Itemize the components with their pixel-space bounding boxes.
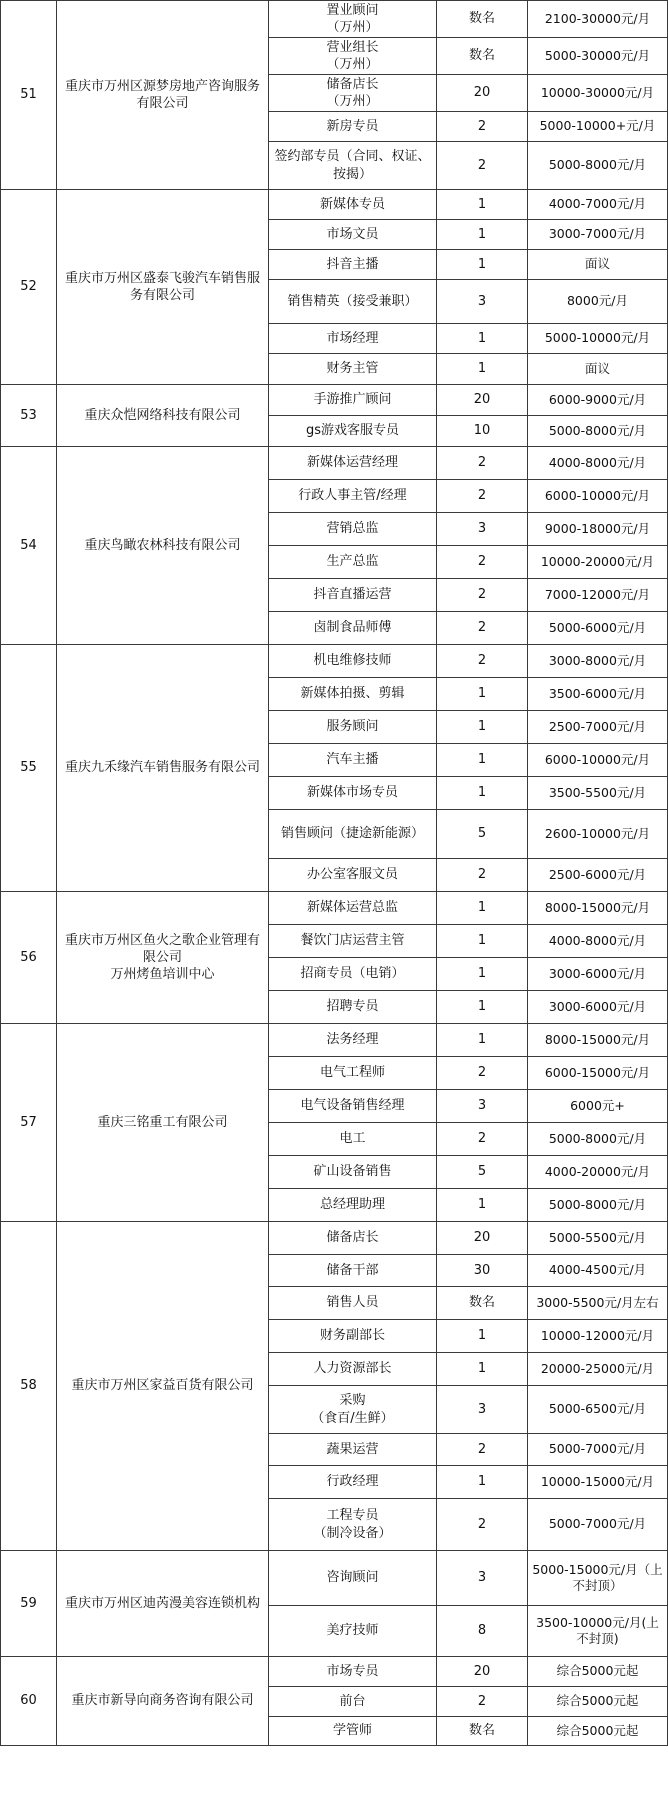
- job-title: 法务经理: [269, 1024, 437, 1057]
- job-salary: 8000-15000元/月: [528, 892, 668, 925]
- job-salary: 5000-10000元/月: [528, 324, 668, 354]
- job-title: 置业顾问 （万州）: [269, 1, 437, 38]
- job-listing-body: [1, 1, 668, 1746]
- job-salary: 5000-8000元/月: [528, 1189, 668, 1222]
- job-salary: 10000-20000元/月: [528, 546, 668, 579]
- company-number: 54: [1, 447, 57, 645]
- job-count: 1: [437, 354, 528, 385]
- job-title: 餐饮门店运营主管: [269, 925, 437, 958]
- table-row: [1, 1024, 668, 1057]
- job-count: 20: [437, 1222, 528, 1255]
- job-title: 矿山设备销售: [269, 1156, 437, 1189]
- job-title: 卤制食品师傅: [269, 612, 437, 645]
- job-count: 20: [437, 385, 528, 416]
- job-count: 2: [437, 645, 528, 678]
- job-salary: 综合5000元起: [528, 1657, 668, 1687]
- company-name: 重庆市万州区鱼火之歌企业管理有限公司 万州烤鱼培训中心: [57, 892, 269, 1024]
- job-salary: 6000-10000元/月: [528, 744, 668, 777]
- job-count: 1: [437, 991, 528, 1024]
- job-salary: 4000-4500元/月: [528, 1255, 668, 1287]
- table-row: [1, 645, 668, 678]
- job-salary: 6000-15000元/月: [528, 1057, 668, 1090]
- job-salary: 5000-8000元/月: [528, 1123, 668, 1156]
- job-salary: 3500-6000元/月: [528, 678, 668, 711]
- job-count: 5: [437, 1156, 528, 1189]
- job-count: 1: [437, 1189, 528, 1222]
- job-salary: 2500-7000元/月: [528, 711, 668, 744]
- job-salary: 5000-7000元/月: [528, 1434, 668, 1466]
- job-count: 3: [437, 1551, 528, 1606]
- company-number: 56: [1, 892, 57, 1024]
- job-salary: 8000-15000元/月: [528, 1024, 668, 1057]
- job-title: 手游推广顾问: [269, 385, 437, 416]
- job-salary: 5000-5500元/月: [528, 1222, 668, 1255]
- job-title: 电工: [269, 1123, 437, 1156]
- job-title: 新媒体市场专员: [269, 777, 437, 810]
- job-title: 服务顾问: [269, 711, 437, 744]
- job-salary: 3500-10000元/月(上不封顶): [528, 1606, 668, 1657]
- table-row: [1, 385, 668, 416]
- job-salary: 5000-15000元/月（上不封顶）: [528, 1551, 668, 1606]
- job-count: 数名: [437, 1717, 528, 1746]
- job-title: 储备干部: [269, 1255, 437, 1287]
- job-title: 招商专员（电销）: [269, 958, 437, 991]
- job-count: 1: [437, 777, 528, 810]
- table-row: [1, 892, 668, 925]
- job-count: 1: [437, 925, 528, 958]
- job-title: 机电维修技师: [269, 645, 437, 678]
- job-salary: 5000-10000+元/月: [528, 112, 668, 142]
- job-salary: 6000-10000元/月: [528, 480, 668, 513]
- job-salary: 3000-8000元/月: [528, 645, 668, 678]
- table-row: [1, 1, 668, 38]
- job-title: 储备店长: [269, 1222, 437, 1255]
- job-title: 签约部专员（合同、权证、按揭）: [269, 142, 437, 190]
- job-count: 2: [437, 142, 528, 190]
- company-number: 51: [1, 1, 57, 190]
- job-count: 1: [437, 892, 528, 925]
- job-count: 2: [437, 1434, 528, 1466]
- job-salary: 3000-5500元/月左右: [528, 1287, 668, 1320]
- job-salary: 5000-7000元/月: [528, 1499, 668, 1551]
- job-salary: 4000-8000元/月: [528, 447, 668, 480]
- job-title: gs游戏客服专员: [269, 416, 437, 447]
- job-salary: 10000-12000元/月: [528, 1320, 668, 1353]
- job-count: 1: [437, 1320, 528, 1353]
- job-count: 1: [437, 324, 528, 354]
- job-count: 20: [437, 1657, 528, 1687]
- job-count: 2: [437, 112, 528, 142]
- job-count: 1: [437, 958, 528, 991]
- job-count: 3: [437, 1090, 528, 1123]
- job-count: 2: [437, 1123, 528, 1156]
- job-title: 学管师: [269, 1717, 437, 1746]
- job-count: 2: [437, 1057, 528, 1090]
- company-number: 58: [1, 1222, 57, 1551]
- company-number: 52: [1, 190, 57, 385]
- company-name: 重庆市万州区盛泰飞骏汽车销售服务有限公司: [57, 190, 269, 385]
- job-title: 销售人员: [269, 1287, 437, 1320]
- job-count: 2: [437, 612, 528, 645]
- job-count: 2: [437, 546, 528, 579]
- job-count: 数名: [437, 1, 528, 38]
- job-title: 市场专员: [269, 1657, 437, 1687]
- company-name: 重庆市万州区迪芮漫美容连锁机构: [57, 1551, 269, 1657]
- job-count: 1: [437, 220, 528, 250]
- job-salary: 3000-6000元/月: [528, 991, 668, 1024]
- job-count: 3: [437, 280, 528, 324]
- job-salary: 3000-6000元/月: [528, 958, 668, 991]
- job-title: 销售精英（接受兼职）: [269, 280, 437, 324]
- job-salary: 9000-18000元/月: [528, 513, 668, 546]
- job-salary: 2100-30000元/月: [528, 1, 668, 38]
- job-salary: 3000-7000元/月: [528, 220, 668, 250]
- job-salary: 5000-30000元/月: [528, 38, 668, 75]
- job-title: 总经理助理: [269, 1189, 437, 1222]
- job-count: 5: [437, 810, 528, 859]
- job-count: 1: [437, 744, 528, 777]
- job-count: 1: [437, 1466, 528, 1499]
- job-title: 抖音主播: [269, 250, 437, 280]
- job-title: 汽车主播: [269, 744, 437, 777]
- job-count: 1: [437, 678, 528, 711]
- job-title: 市场经理: [269, 324, 437, 354]
- job-count: 10: [437, 416, 528, 447]
- job-salary: 10000-30000元/月: [528, 75, 668, 112]
- job-title: 营销总监: [269, 513, 437, 546]
- job-count: 8: [437, 1606, 528, 1657]
- job-title: 电气工程师: [269, 1057, 437, 1090]
- job-salary: 4000-8000元/月: [528, 925, 668, 958]
- company-number: 55: [1, 645, 57, 892]
- job-title: 财务副部长: [269, 1320, 437, 1353]
- job-count: 20: [437, 75, 528, 112]
- table-row: [1, 1551, 668, 1606]
- job-count: 1: [437, 190, 528, 220]
- job-title: 蔬果运营: [269, 1434, 437, 1466]
- job-salary: 5000-8000元/月: [528, 416, 668, 447]
- job-title: 办公室客服文员: [269, 859, 437, 892]
- job-salary: 20000-25000元/月: [528, 1353, 668, 1386]
- job-title: 行政人事主管/经理: [269, 480, 437, 513]
- job-salary: 7000-12000元/月: [528, 579, 668, 612]
- company-name: 重庆九禾缘汽车销售服务有限公司: [57, 645, 269, 892]
- job-count: 2: [437, 859, 528, 892]
- job-title: 储备店长 （万州）: [269, 75, 437, 112]
- company-name: 重庆三铭重工有限公司: [57, 1024, 269, 1222]
- company-number: 59: [1, 1551, 57, 1657]
- job-title: 财务主管: [269, 354, 437, 385]
- job-salary: 面议: [528, 250, 668, 280]
- job-salary: 5000-8000元/月: [528, 142, 668, 190]
- job-salary: 4000-7000元/月: [528, 190, 668, 220]
- company-name: 重庆众恺网络科技有限公司: [57, 385, 269, 447]
- table-row: [1, 190, 668, 220]
- job-count: 1: [437, 1024, 528, 1057]
- company-name: 重庆市新导向商务咨询有限公司: [57, 1657, 269, 1746]
- company-name: 重庆市万州区源梦房地产咨询服务有限公司: [57, 1, 269, 190]
- job-salary: 4000-20000元/月: [528, 1156, 668, 1189]
- company-name: 重庆鸟瞰农林科技有限公司: [57, 447, 269, 645]
- job-count: 2: [437, 480, 528, 513]
- job-salary: 8000元/月: [528, 280, 668, 324]
- company-number: 53: [1, 385, 57, 447]
- job-salary: 2600-10000元/月: [528, 810, 668, 859]
- job-title: 美疗技师: [269, 1606, 437, 1657]
- job-title: 生产总监: [269, 546, 437, 579]
- job-count: 2: [437, 579, 528, 612]
- table-row: [1, 447, 668, 480]
- job-title: 前台: [269, 1687, 437, 1717]
- table-row: [1, 1657, 668, 1687]
- job-salary: 3500-5500元/月: [528, 777, 668, 810]
- job-count: 2: [437, 1687, 528, 1717]
- job-title: 工程专员 （制冷设备）: [269, 1499, 437, 1551]
- job-salary: 5000-6000元/月: [528, 612, 668, 645]
- job-title: 行政经理: [269, 1466, 437, 1499]
- company-number: 60: [1, 1657, 57, 1746]
- job-title: 新房专员: [269, 112, 437, 142]
- job-title: 新媒体运营总监: [269, 892, 437, 925]
- job-count: 2: [437, 447, 528, 480]
- job-salary: 6000-9000元/月: [528, 385, 668, 416]
- job-title: 咨询顾问: [269, 1551, 437, 1606]
- job-count: 1: [437, 250, 528, 280]
- job-salary: 2500-6000元/月: [528, 859, 668, 892]
- job-title: 市场文员: [269, 220, 437, 250]
- table-row: [1, 1222, 668, 1255]
- job-salary: 5000-6500元/月: [528, 1386, 668, 1434]
- job-count: 3: [437, 1386, 528, 1434]
- job-count: 30: [437, 1255, 528, 1287]
- job-title: 新媒体专员: [269, 190, 437, 220]
- job-count: 3: [437, 513, 528, 546]
- job-title: 招聘专员: [269, 991, 437, 1024]
- company-name: 重庆市万州区家益百货有限公司: [57, 1222, 269, 1551]
- job-salary: 6000元+: [528, 1090, 668, 1123]
- job-title: 新媒体运营经理: [269, 447, 437, 480]
- job-count: 1: [437, 1353, 528, 1386]
- job-count: 数名: [437, 1287, 528, 1320]
- job-salary: 综合5000元起: [528, 1687, 668, 1717]
- job-title: 销售顾问（捷途新能源）: [269, 810, 437, 859]
- job-salary: 综合5000元起: [528, 1717, 668, 1746]
- job-title: 电气设备销售经理: [269, 1090, 437, 1123]
- job-count: 1: [437, 711, 528, 744]
- job-salary: 面议: [528, 354, 668, 385]
- company-number: 57: [1, 1024, 57, 1222]
- job-title: 抖音直播运营: [269, 579, 437, 612]
- job-title: 营业组长 （万州）: [269, 38, 437, 75]
- job-count: 2: [437, 1499, 528, 1551]
- job-title: 采购 （食百/生鲜）: [269, 1386, 437, 1434]
- job-count: 数名: [437, 38, 528, 75]
- job-salary: 10000-15000元/月: [528, 1466, 668, 1499]
- job-title: 新媒体拍摄、剪辑: [269, 678, 437, 711]
- job-title: 人力资源部长: [269, 1353, 437, 1386]
